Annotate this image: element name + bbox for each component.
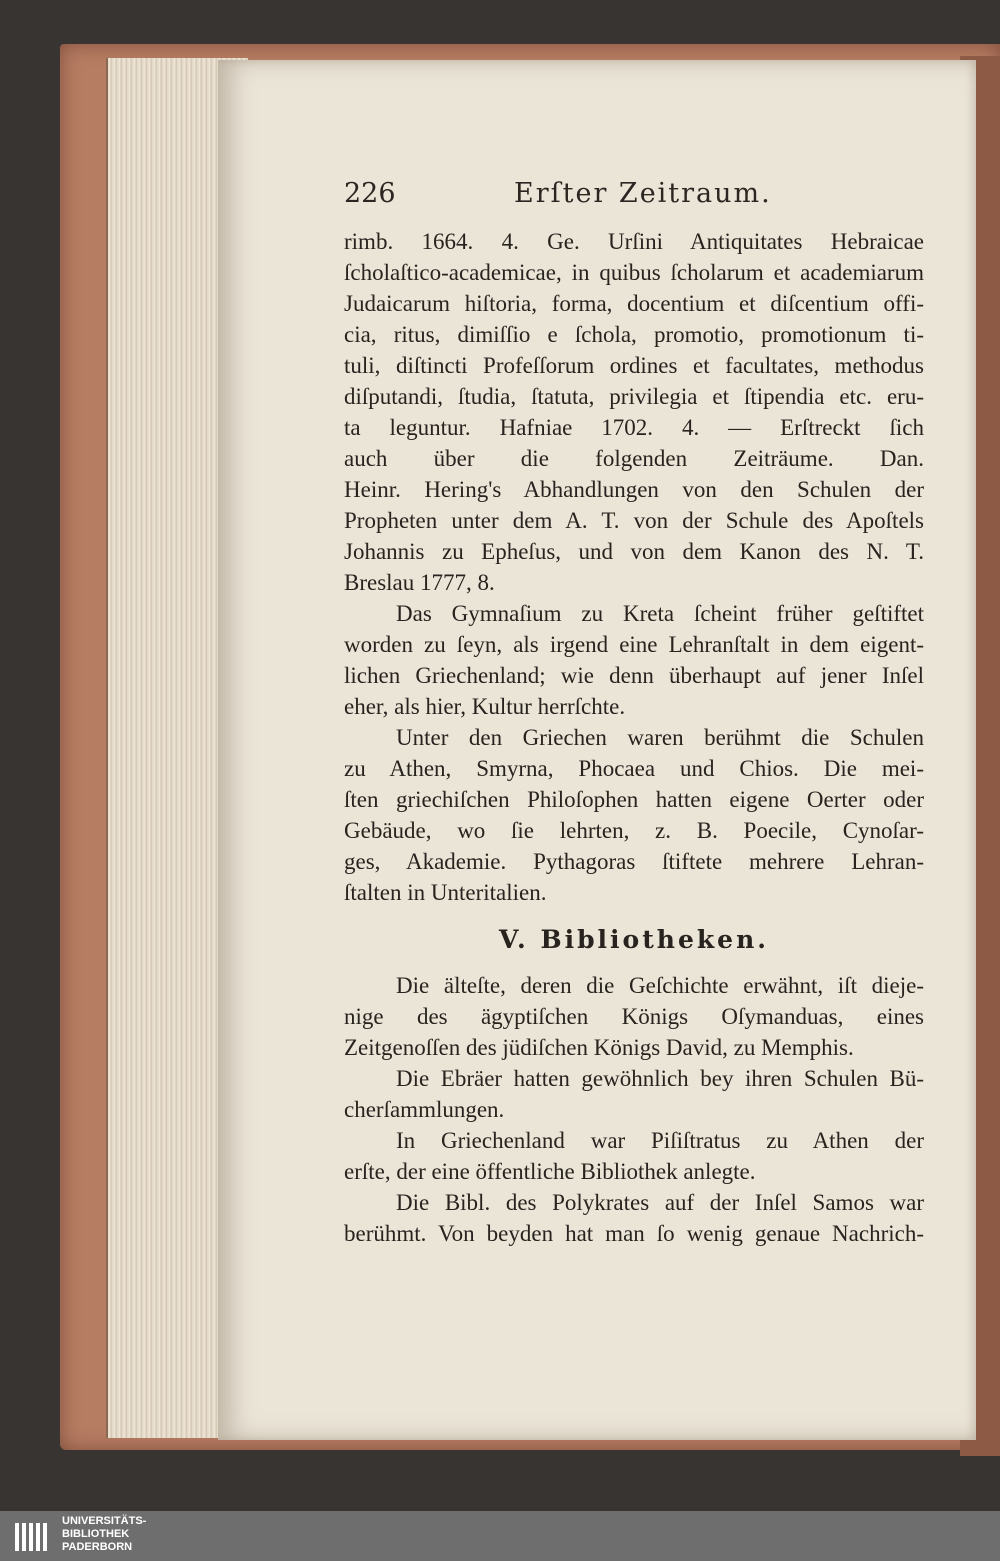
text-line: worden zu ſeyn, als irgend eine Lehranſtalt in dem eigent- <box>344 632 924 657</box>
text-line: cia, ritus, dimiſſio e ſchola, promotio, promotionum ti- <box>344 322 924 347</box>
text-line: berühmt. Von beyden hat man ſo wenig genaue Nachrich- <box>344 1221 924 1246</box>
text-line: Breslau 1777, 8. <box>344 570 495 595</box>
text-line: Zeitgenoſſen des jüdiſchen Königs David, zu Memphis. <box>344 1035 854 1060</box>
library-name <box>62 1515 262 1554</box>
text-line: Heinr. Hering's Abhandlungen von den Schulen der <box>344 477 924 502</box>
text-line: lichen Griechenland; wie denn überhaupt auf jener Inſel <box>344 663 924 688</box>
text-line: Judaicarum hiſtoria, forma, docentium et diſcentium offi- <box>344 291 924 316</box>
text-line: ſtalten in Unteritalien. <box>344 880 547 905</box>
text-line: ta leguntur. Hafniae 1702. 4. — Erſtreckt ſich <box>344 415 924 440</box>
footer-bar <box>0 1511 1000 1561</box>
text-line: Das Gymnaſium zu Kreta ſcheint früher geſtiftet <box>396 601 924 626</box>
text-line: eher, als hier, Kultur herrſchte. <box>344 694 626 719</box>
text-line: Johannis zu Epheſus, und von dem Kanon des N. T. <box>344 539 924 564</box>
text-line: Die älteſte, deren die Geſchichte erwähnt, iſt dieje- <box>396 973 924 998</box>
text-line: Die Ebräer hatten gewöhnlich bey ihren Schulen Bü- <box>396 1066 924 1091</box>
text-line: erſte, der eine öffentliche Bibliothek anlegte. <box>344 1159 756 1184</box>
section-heading: V. Bibliotheken. <box>499 925 769 954</box>
text-line: Propheten unter dem A. T. von der Schule des Apoſtels <box>344 508 924 533</box>
page-number: 226 <box>344 178 396 209</box>
text-line: tuli, diſtincti Profeſſorum ordines et facultates, methodus <box>344 353 924 378</box>
library-line: UNIVERSITÄTS- <box>62 1515 147 1527</box>
library-line: BIBLIOTHEK <box>62 1528 130 1540</box>
text-line: nige des ägyptiſchen Königs Oſymanduas, eines <box>344 1004 924 1029</box>
text-line: Gebäude, wo ſie lehrten, z. B. Poecile, Cynoſar- <box>344 818 924 843</box>
text-line: In Griechenland war Piſiſtratus zu Athen der <box>396 1128 924 1153</box>
text-line: zu Athen, Smyrna, Phocaea und Chios. Die mei- <box>344 756 924 781</box>
text-line: ſten griechiſchen Philoſophen hatten eigene Oerter oder <box>344 787 924 812</box>
running-head: Erſter Zeitraum. <box>514 178 772 209</box>
text-line: ſcholaſtico-academicae, in quibus ſcholarum et academiarum <box>344 260 924 285</box>
page-body <box>344 226 924 1249</box>
text-line: Unter den Griechen waren berühmt die Schulen <box>396 725 924 750</box>
page-header <box>344 178 924 218</box>
library-logo-icon <box>14 1519 52 1555</box>
text-line: auch über die folgenden Zeiträume. Dan. <box>344 446 924 471</box>
text-line: cherſammlungen. <box>344 1097 505 1122</box>
text-line: rimb. 1664. 4. Ge. Urſini Antiquitates Hebraicae <box>344 229 924 254</box>
text-line: ges, Akademie. Pythagoras ſtiftete mehrere Lehran- <box>344 849 924 874</box>
library-line: PADERBORN <box>62 1541 133 1553</box>
text-line: diſputandi, ſtudia, ſtatuta, privilegia et ſtipendia etc. eru- <box>344 384 924 409</box>
text-line: Die Bibl. des Polykrates auf der Inſel Samos war <box>396 1190 924 1215</box>
